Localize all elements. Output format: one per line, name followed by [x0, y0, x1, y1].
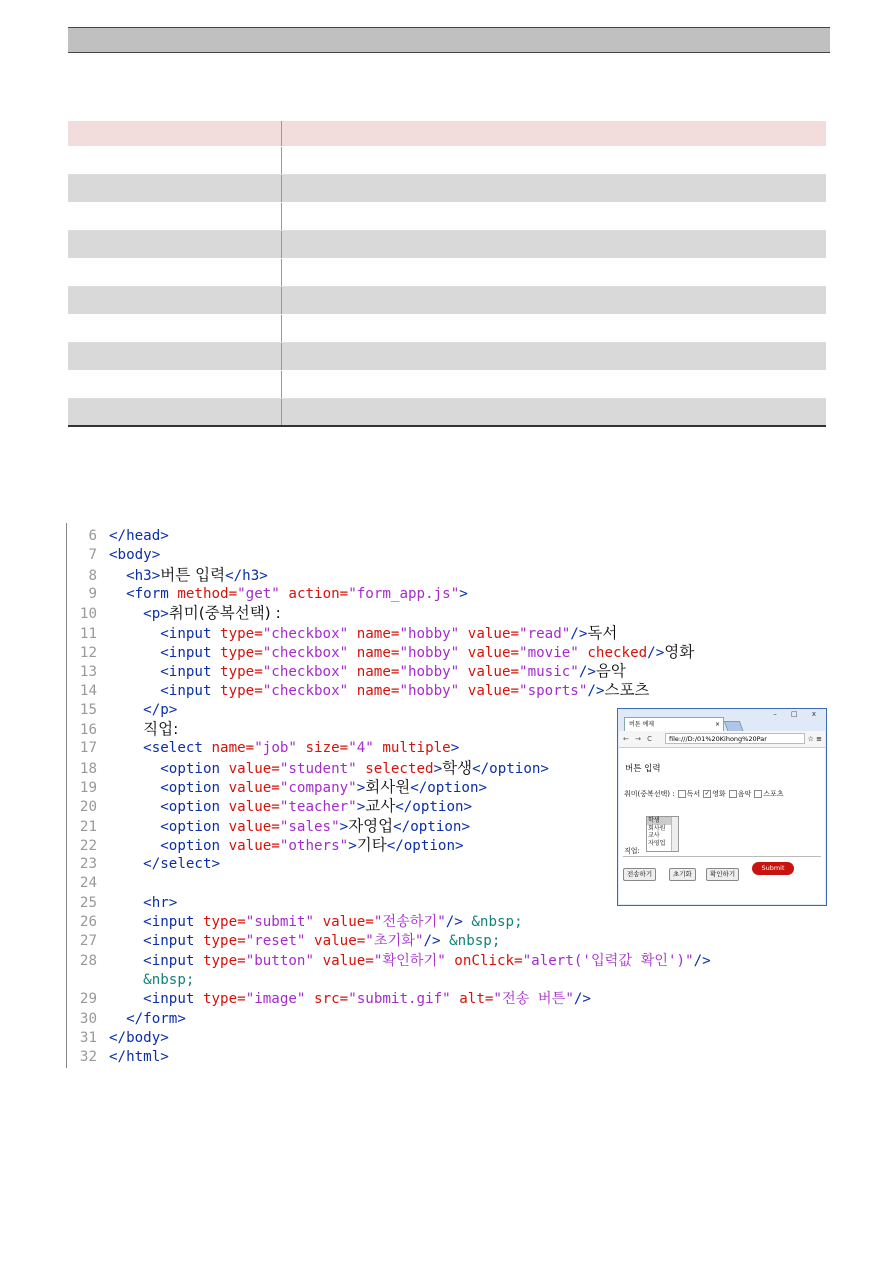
code-token: "초기화" — [365, 933, 424, 950]
line-number: 25 — [79, 894, 97, 911]
code-token: value= — [228, 760, 280, 777]
code-token — [109, 991, 143, 1007]
code-token: name= — [348, 644, 400, 661]
code-token — [109, 1011, 126, 1027]
code-token — [109, 740, 143, 756]
address-bar[interactable]: file:///D:/01%20Kihong%20Par — [665, 733, 805, 744]
code-token: 취미(중복선택) : — [168, 604, 281, 623]
code-token: onClick= — [445, 952, 523, 969]
hobby-checkbox[interactable]: ✓ — [704, 790, 710, 797]
code-token: </option> — [395, 799, 473, 816]
code-token: size= — [296, 740, 349, 757]
code-token: "teacher" — [279, 799, 357, 816]
job-option[interactable]: 교사 — [648, 832, 660, 839]
code-token — [109, 722, 143, 738]
code-token: <input — [160, 683, 221, 700]
code-line — [67, 585, 468, 604]
line-number: 23 — [79, 856, 97, 873]
code-token: "checkbox" — [262, 683, 349, 700]
code-line — [67, 527, 169, 546]
table-row — [68, 258, 826, 286]
browser-tab[interactable] — [624, 717, 724, 731]
code-token: "button" — [245, 952, 315, 969]
code-token: value= — [459, 664, 520, 681]
code-token: action= — [279, 585, 349, 602]
line-number: 12 — [79, 644, 97, 661]
code-token: </option> — [393, 818, 470, 835]
code-token — [109, 761, 160, 777]
hobby-option-label: 독서 — [686, 790, 701, 798]
code-token: type= — [220, 644, 263, 661]
line-number: 32 — [79, 1049, 97, 1066]
section-title-bar — [68, 27, 830, 53]
code-token: "alert('입력값 확인')" — [522, 952, 694, 969]
line-number: 14 — [79, 683, 97, 700]
code-token — [109, 626, 160, 642]
code-line — [67, 546, 160, 565]
table-row — [68, 398, 826, 426]
code-token: "hobby" — [399, 644, 460, 661]
code-token: "전송하기" — [373, 914, 446, 930]
code-token: &nbsp; — [143, 971, 195, 988]
code-token: 스포츠 — [604, 681, 650, 700]
hamburger-icon[interactable]: ≡ — [816, 735, 822, 743]
code-line — [67, 1029, 169, 1048]
code-token: 영화 — [664, 642, 695, 661]
code-token — [109, 645, 160, 661]
table-cell — [281, 146, 826, 174]
code-token: name= — [348, 664, 400, 681]
code-token: /> — [570, 625, 588, 642]
code-token: value= — [305, 933, 366, 950]
code-token: selected — [356, 760, 434, 777]
code-token — [109, 606, 143, 622]
submit-button[interactable]: 전송하기 — [623, 868, 656, 881]
code-token: "checkbox" — [262, 644, 349, 661]
job-option[interactable]: 회사원 — [648, 824, 666, 832]
code-token: > — [356, 799, 366, 816]
code-token: "submit" — [245, 914, 315, 930]
code-token: > — [348, 837, 357, 854]
hobby-checkbox[interactable] — [754, 790, 762, 798]
line-number: 17 — [79, 740, 97, 757]
scrollbar[interactable] — [671, 817, 678, 851]
code-token: > — [450, 740, 460, 757]
code-token: <option — [160, 799, 229, 816]
table-cell — [281, 286, 826, 314]
code-line — [67, 566, 268, 585]
browser-toolbar — [619, 731, 825, 748]
code-token: </p> — [143, 701, 178, 718]
line-number: 13 — [79, 664, 97, 681]
code-token: "form_app.js" — [348, 585, 460, 602]
code-token: value= — [228, 837, 280, 854]
table-row — [68, 202, 826, 230]
code-token: <input — [143, 914, 203, 930]
code-token: <input — [160, 664, 221, 681]
code-token: "4" — [348, 740, 374, 757]
code-token: type= — [202, 952, 246, 969]
line-number: 10 — [79, 606, 97, 623]
code-token: "job" — [254, 740, 297, 757]
line-number: 26 — [79, 914, 97, 930]
code-token: "get" — [237, 585, 280, 602]
code-token — [109, 914, 143, 930]
code-line — [67, 759, 549, 778]
code-token: <h3> — [126, 567, 161, 584]
code-token: <select — [143, 740, 212, 757]
code-line — [67, 681, 649, 700]
line-number: 29 — [79, 991, 97, 1008]
code-token: <option — [160, 818, 229, 835]
line-number: 28 — [79, 952, 97, 969]
code-token: </option> — [410, 779, 488, 796]
code-token: name= — [348, 625, 400, 642]
code-token: > — [459, 585, 468, 602]
browser-window — [617, 708, 827, 906]
code-token: value= — [314, 952, 374, 969]
code-token: "student" — [279, 760, 357, 777]
hobby-checkbox[interactable] — [678, 790, 686, 798]
line-number: 7 — [88, 547, 97, 564]
line-number: 9 — [88, 585, 97, 602]
line-number: 20 — [79, 799, 97, 816]
table-cell — [68, 146, 281, 174]
code-token: &nbsp; — [440, 933, 501, 950]
code-line — [67, 739, 459, 758]
hobby-checkbox[interactable] — [729, 790, 737, 798]
job-option[interactable]: 자영업 — [648, 839, 666, 847]
code-token: value= — [459, 625, 520, 642]
table-header-cell — [68, 121, 281, 146]
line-number: 11 — [79, 625, 97, 642]
code-token: </form> — [126, 1010, 186, 1027]
code-token: "checkbox" — [262, 664, 349, 681]
table-cell — [68, 202, 281, 230]
code-line — [67, 990, 591, 1009]
code-token: /> — [573, 991, 591, 1008]
table-cell — [281, 258, 826, 286]
code-token: 교사 — [365, 797, 396, 816]
table-row — [68, 286, 826, 314]
code-token: "sales" — [279, 818, 340, 835]
code-token: 독서 — [587, 623, 618, 642]
code-token: src= — [305, 991, 349, 1008]
code-token: type= — [220, 625, 263, 642]
code-token — [109, 664, 160, 680]
table-row — [68, 146, 826, 174]
code-line — [67, 817, 470, 836]
code-token — [109, 972, 143, 988]
hobby-option-label: 음악 — [737, 790, 752, 798]
code-token: "music" — [519, 664, 579, 681]
code-token: <option — [160, 837, 229, 854]
code-line — [67, 855, 220, 874]
code-token: <input — [160, 644, 221, 661]
code-token: </option> — [472, 760, 549, 777]
code-token: "movie" — [519, 644, 579, 661]
code-token: </body> — [109, 1029, 169, 1046]
code-token: > — [339, 818, 349, 835]
code-token: <input — [143, 991, 203, 1008]
table-cell — [68, 230, 281, 258]
code-token: /> — [423, 933, 441, 950]
code-token: &nbsp; — [462, 914, 523, 930]
line-number: 18 — [79, 760, 97, 777]
code-token: value= — [228, 799, 280, 816]
table-cell — [68, 286, 281, 314]
table-row — [68, 342, 826, 370]
table-cell — [281, 174, 826, 202]
code-token: "전송 버튼" — [493, 991, 574, 1008]
code-token — [109, 780, 160, 796]
code-token: value= — [228, 779, 280, 796]
table-row — [68, 370, 826, 398]
table-header-row — [68, 121, 826, 146]
code-token — [109, 683, 160, 699]
table-row — [68, 230, 826, 258]
code-token: value= — [228, 818, 280, 835]
code-token: value= — [459, 683, 520, 700]
code-token: value= — [314, 914, 374, 930]
code-token: /> — [647, 644, 665, 661]
code-token: type= — [202, 991, 246, 1008]
code-token: 버튼 입력 — [160, 565, 226, 584]
code-token: "company" — [279, 779, 357, 796]
code-token: 학생 — [442, 758, 473, 777]
code-line — [67, 701, 177, 720]
code-token: <p> — [143, 606, 169, 623]
code-token: </h3> — [225, 567, 268, 584]
line-number: 24 — [79, 875, 97, 892]
table-cell — [281, 398, 826, 426]
table-header-cell — [281, 121, 826, 146]
code-token: 직업: — [143, 720, 179, 738]
line-number: 8 — [88, 567, 97, 584]
table-cell — [281, 202, 826, 230]
code-token: <input — [143, 933, 203, 950]
code-token: <option — [160, 779, 229, 796]
table-row — [68, 174, 826, 202]
job-option[interactable]: 학생 — [647, 817, 678, 825]
code-token: /> — [578, 664, 596, 681]
code-token: 기타 — [356, 835, 387, 854]
code-token: <body> — [109, 547, 161, 564]
code-token: /> — [587, 683, 605, 700]
code-token: type= — [202, 933, 246, 950]
code-token: <hr> — [143, 894, 178, 911]
line-number: 6 — [88, 528, 97, 544]
code-token: <input — [143, 952, 203, 969]
menu-icon[interactable] — [808, 731, 822, 747]
nav-buttons[interactable]: ← → C — [623, 735, 655, 743]
table-cell — [281, 370, 826, 398]
code-token — [109, 586, 126, 602]
code-line — [67, 971, 194, 990]
code-line — [67, 643, 694, 662]
divider — [623, 856, 821, 857]
code-line — [67, 836, 464, 855]
table-cell — [281, 230, 826, 258]
code-token — [109, 856, 143, 872]
code-token: type= — [220, 664, 263, 681]
code-token: <form — [126, 585, 178, 602]
code-token: "hobby" — [399, 683, 460, 700]
reset-button[interactable]: 초기화 — [669, 868, 696, 881]
line-number: 21 — [79, 818, 97, 835]
window-controls[interactable]: – □ x — [773, 710, 822, 718]
code-line — [67, 894, 177, 913]
code-line — [67, 913, 523, 932]
code-token: "hobby" — [399, 625, 460, 642]
code-token: "read" — [519, 625, 571, 642]
code-line — [67, 604, 281, 623]
attribute-table — [68, 121, 826, 427]
table-cell — [68, 398, 281, 426]
code-line — [67, 932, 500, 951]
hobby-option-label: 스포츠 — [763, 790, 784, 798]
code-token: "reset" — [245, 933, 306, 950]
line-number: 16 — [79, 722, 97, 738]
table-cell — [281, 314, 826, 342]
code-token — [109, 799, 160, 815]
code-line — [67, 874, 109, 893]
code-line — [67, 662, 626, 681]
code-token: alt= — [450, 991, 494, 1008]
code-token — [109, 933, 143, 949]
tab-title: 버튼 예제 — [629, 721, 655, 728]
code-token: "image" — [245, 991, 306, 1008]
code-token — [109, 895, 143, 911]
table-cell — [68, 258, 281, 286]
code-token — [109, 819, 160, 835]
table-cell — [281, 342, 826, 370]
code-token: "checkbox" — [262, 625, 349, 642]
code-token: </head> — [109, 528, 169, 544]
table-cell — [68, 370, 281, 398]
code-token: /> — [693, 952, 711, 969]
hobby-label: 취미(중복선택) : — [624, 790, 675, 798]
code-token: 회사원 — [365, 777, 411, 796]
page-heading: 버튼 입력 — [625, 764, 661, 774]
table-cell — [68, 342, 281, 370]
job-label: 직업: — [624, 847, 640, 855]
line-number: 30 — [79, 1010, 97, 1027]
code-token — [109, 702, 143, 718]
code-token: name= — [348, 683, 400, 700]
code-line — [67, 797, 472, 816]
line-number: 31 — [79, 1029, 97, 1046]
code-token — [109, 568, 126, 584]
code-token: </select> — [143, 856, 221, 873]
code-token: /> — [445, 914, 463, 930]
hobby-option-label: 영화 — [712, 790, 726, 798]
line-number: 22 — [79, 837, 97, 854]
code-line — [67, 624, 617, 643]
code-token — [109, 953, 143, 969]
code-token — [109, 838, 160, 854]
code-line — [67, 952, 711, 971]
code-line — [67, 720, 178, 739]
code-token: multiple — [373, 740, 451, 757]
code-token: method= — [177, 585, 238, 602]
code-token: </option> — [386, 837, 464, 854]
table-cell — [68, 174, 281, 202]
table-cell — [68, 314, 281, 342]
code-token: "submit.gif" — [348, 991, 451, 1008]
code-token: "sports" — [519, 683, 588, 700]
code-token: value= — [459, 644, 520, 661]
code-token: "hobby" — [399, 664, 460, 681]
code-token: type= — [202, 914, 246, 930]
code-token: type= — [220, 683, 263, 700]
code-token: "others" — [279, 837, 349, 854]
close-icon[interactable]: × — [714, 721, 720, 728]
code-token: checked — [578, 644, 648, 661]
code-token: 음악 — [595, 662, 626, 681]
browser-page — [619, 748, 825, 904]
line-number: 19 — [79, 779, 97, 796]
code-token: > — [433, 760, 443, 777]
line-number: 27 — [79, 933, 97, 950]
code-token: <input — [160, 625, 221, 642]
code-line — [67, 1048, 169, 1067]
job-select[interactable] — [646, 816, 679, 852]
hobby-row — [624, 789, 784, 799]
table-row — [68, 314, 826, 342]
line-number: 15 — [79, 701, 97, 718]
star-icon[interactable]: ☆ — [807, 735, 814, 743]
code-token: 자영업 — [348, 816, 394, 835]
confirm-button[interactable]: 확인하기 — [706, 868, 739, 881]
code-token: > — [356, 779, 366, 796]
code-token: </html> — [109, 1049, 169, 1066]
code-token: name= — [211, 740, 255, 757]
code-token: <option — [160, 760, 229, 777]
code-token: "확인하기" — [373, 952, 446, 969]
code-line — [67, 778, 487, 797]
code-line — [67, 1010, 186, 1029]
image-submit-button[interactable]: Submit — [752, 862, 794, 875]
